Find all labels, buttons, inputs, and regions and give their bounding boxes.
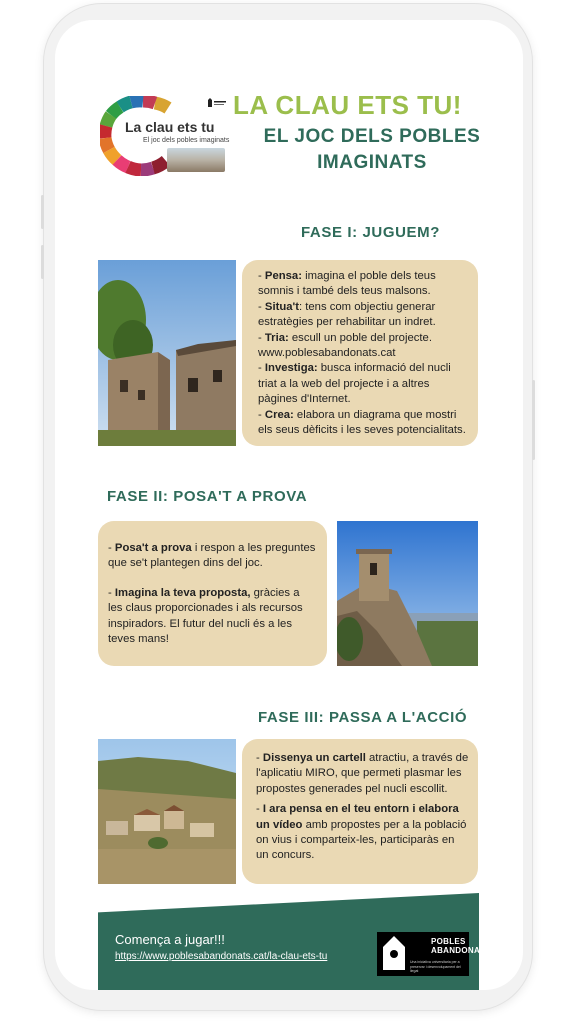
list-item: - I ara pensa en el teu entorn i elabora un vídeo amb propostes per a la població on vius i comparteix-les, participaràs en un concurs. xyxy=(256,803,467,862)
list-item: - Pensa: imagina el poble dels teus somnis i també dels teus malsons. xyxy=(258,270,436,298)
list-item: - Posa't a prova i respon a les preguntes que se't plantegen dins del joc. xyxy=(108,542,316,570)
start-game-label: Comença a jugar!!! xyxy=(115,932,225,947)
page-subtitle: EL JOC DELS POBLES IMAGINATS xyxy=(263,126,481,173)
logo-subtitle: El joc dels pobles imaginats xyxy=(143,137,230,144)
list-item: - Situa't: tens com objectiu generar estratègies per rehabilitar un indret. xyxy=(258,300,436,329)
phase2-title: FASE II: POSA'T A PROVA xyxy=(107,488,308,505)
phase2-photo-tower xyxy=(337,521,478,666)
list-item: - Tria: escull un poble del projecte. www.poblesabandonats.cat xyxy=(258,331,432,360)
phase1-photo-stone-houses xyxy=(98,260,236,446)
phone-side-button xyxy=(532,380,535,460)
list-item: - Crea: elabora un diagrama que mostri els seus dèficits i les seves potencialitats. xyxy=(258,408,466,437)
logo-title: La clau ets tu xyxy=(125,119,215,135)
page-title: LA CLAU ETS TU! xyxy=(233,90,462,120)
list-item: - Investiga: busca informació del nucli triat a la web del projecte i a altres pàgines d'Internet. xyxy=(258,362,451,406)
phase1-title: FASE I: JUGUEM? xyxy=(301,224,441,241)
pobles-abandonats-house-icon xyxy=(383,936,405,970)
brand-name-line1: POBLES xyxy=(431,937,466,946)
phase3-card xyxy=(242,739,478,884)
brand-name-line2: ABANDONATS xyxy=(431,946,491,955)
phase3-title: FASE III: PASSA A L'ACCIÓ xyxy=(258,709,468,726)
phone-side-button xyxy=(41,195,44,229)
list-item: - Imagina la teva proposta, gràcies a les claus proporcionades i als recursos inspiradors. El futur del nucli és a les teves mans! xyxy=(108,586,303,646)
game-link[interactable]: https://www.poblesabandonats.cat/la-clau-ets-tu xyxy=(115,951,328,962)
phone-screen xyxy=(55,20,523,990)
brand-tagline: Una iniciativa universitaria per a preservar i desenvolupament del llegat xyxy=(410,960,461,973)
phase2-card xyxy=(98,521,327,666)
pobles-abandonats-mini-icon xyxy=(208,98,226,108)
phone-side-button xyxy=(41,245,44,279)
phase1-card xyxy=(242,260,478,446)
phase3-photo-village xyxy=(98,739,236,884)
list-item: - Dissenya un cartell atractiu, a través de l'aplicatiu MIRO, que permeti plasmar les propostes generades pel nucli escollit. xyxy=(256,752,469,795)
logo-village-photo xyxy=(167,148,225,172)
